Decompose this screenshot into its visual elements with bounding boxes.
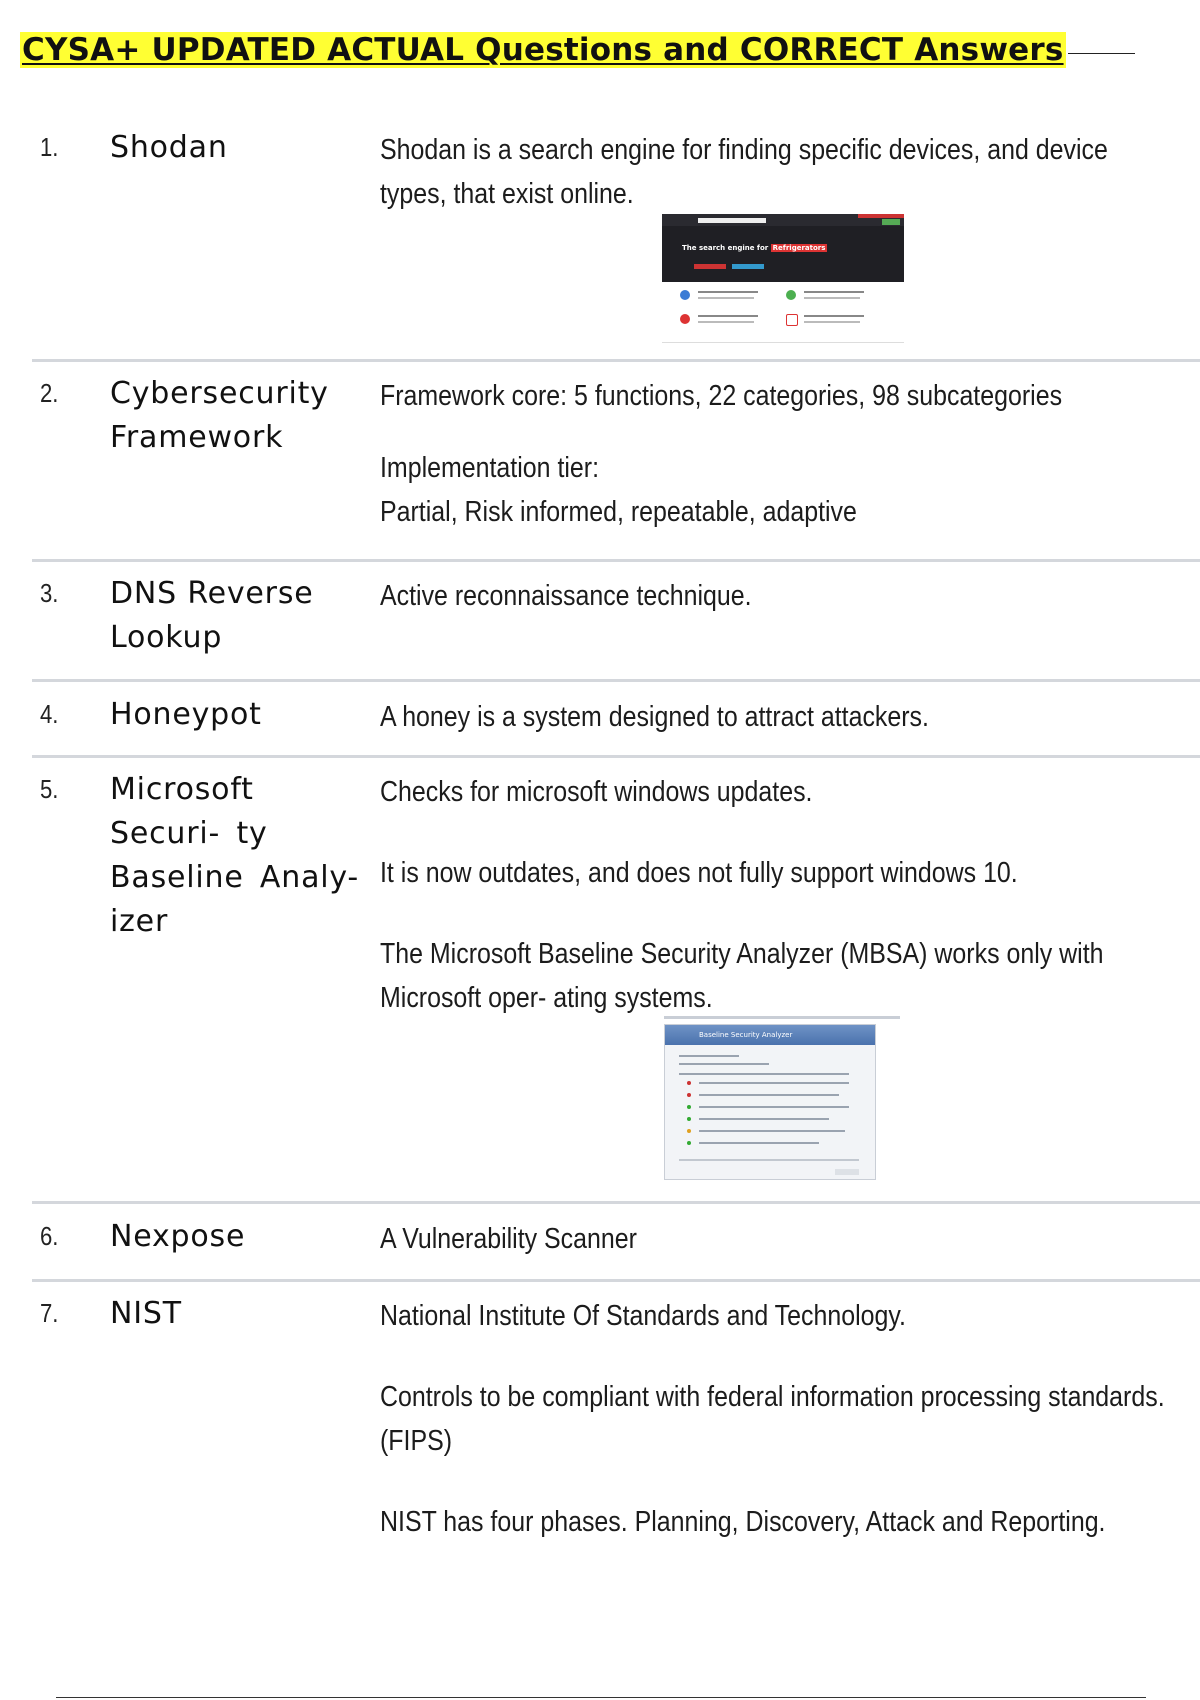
definition-line: Framework core: 5 functions, 22 categories, 98 subcategories [380, 380, 1063, 412]
card-number: 1. [40, 132, 59, 162]
definition-line: Implementation tier: [380, 452, 600, 484]
card-number: 5. [40, 774, 59, 804]
definition-line: A honey is a system designed to attract attackers. [380, 701, 929, 733]
card-term: Cybersecurity Framework [110, 376, 329, 455]
card-divider [32, 359, 1200, 362]
definition-line: The Microsoft Baseline Security Analyzer (MBSA) works only with Microsoft oper- ating systems. [380, 938, 1104, 1014]
definition-line: Checks for microsoft windows updates. [380, 776, 813, 808]
definition-line: Partial, Risk informed, repeatable, adaptive [380, 496, 857, 528]
shodan-highlight: Refrigerators [772, 244, 826, 252]
card-number: 7. [40, 1298, 59, 1328]
definition-line: A Vulnerability Scanner [380, 1223, 637, 1255]
card-term: Nexpose [110, 1219, 246, 1254]
card-term: Shodan [110, 130, 228, 165]
card-divider [32, 1279, 1200, 1282]
mbsa-caption-bar [664, 1016, 900, 1019]
page-title-text: CYSA+ UPDATED ACTUAL Questions and CORRECT Answers [22, 32, 1064, 68]
definition-line: Controls to be compliant with federal information processing standards. (FIPS) [380, 1381, 1165, 1457]
card-definition [380, 695, 1180, 739]
footer-rule [56, 1697, 1146, 1698]
definition-line: Active reconnaissance technique. [380, 580, 752, 612]
shodan-screenshot-image [662, 214, 904, 343]
definition-line: Shodan is a search engine for finding specific devices, and device types, that exist online. [380, 134, 1108, 210]
title-rule [1068, 53, 1135, 54]
card-term: Honeypot [110, 697, 262, 732]
card-number: 3. [40, 578, 59, 608]
definition-line: It is now outdates, and does not fully support windows 10. [380, 857, 1018, 889]
card-definition [380, 1217, 1180, 1261]
card-divider [32, 679, 1200, 682]
card-definition [380, 1294, 1180, 1544]
mbsa-screenshot-image [664, 1024, 876, 1180]
card-definition [380, 574, 1180, 618]
definition-line: NIST has four phases. Planning, Discovery, Attack and Reporting. [380, 1506, 1106, 1538]
card-divider [32, 755, 1200, 758]
card-divider [32, 559, 1200, 562]
card-definition [380, 128, 1180, 216]
card-definition [380, 770, 1180, 1020]
card-number: 6. [40, 1221, 59, 1251]
page-title [20, 32, 1135, 68]
definition-line: National Institute Of Standards and Technology. [380, 1300, 906, 1332]
card-term: DNS Reverse Lookup [110, 576, 314, 655]
card-number: 4. [40, 699, 59, 729]
mbsa-header: Baseline Security Analyzer [699, 1031, 793, 1039]
shodan-tagline: The search engine for [682, 244, 769, 252]
card-term: Microsoft Securi- ty Baseline Analy- izer [110, 772, 360, 939]
card-definition [380, 374, 1180, 534]
card-term: NIST [110, 1296, 182, 1331]
card-number: 2. [40, 378, 59, 408]
card-divider [32, 1201, 1200, 1204]
